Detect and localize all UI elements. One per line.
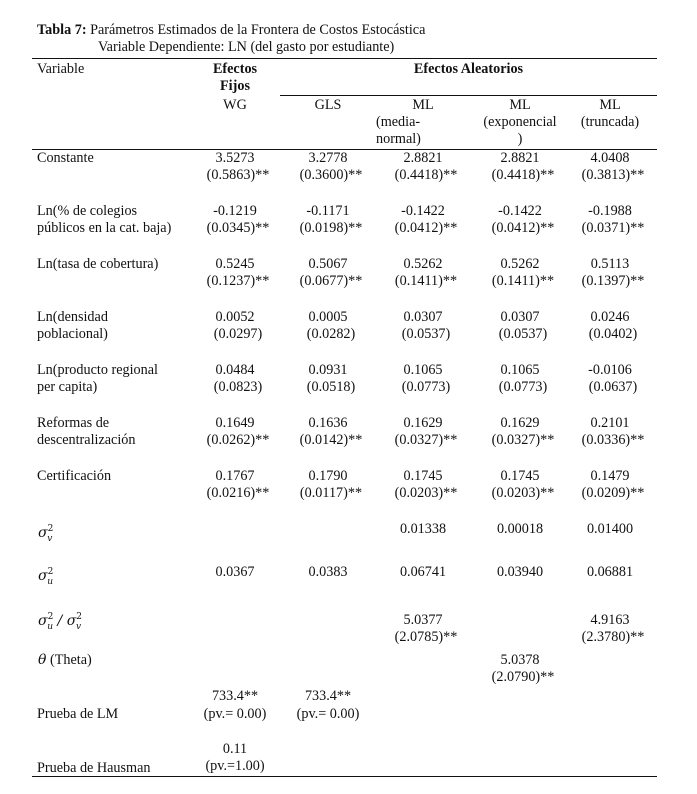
stderr-gls: (0.0142)** (299, 432, 363, 448)
coef-ml-exponential: 0.1065 (500, 362, 540, 378)
theta-ml-exponential: 5.0378 (500, 652, 540, 668)
sigma-v-ml-halfnormal: 0.01338 (399, 521, 447, 537)
stderr-ml-truncated: (0.0336)** (581, 432, 645, 448)
stderr-wg: (0.1237)** (206, 273, 270, 289)
sigma-v-ml-exponential: 0.00018 (496, 521, 544, 537)
stderr-ml-truncated: (0.1397)** (581, 273, 645, 289)
stderr-ml-halfnormal: (0.0327)** (394, 432, 458, 448)
coef-ml-truncated: 0.5113 (590, 256, 630, 272)
table-label: Tabla 7: (37, 22, 87, 38)
stderr-gls: (0.0282) (306, 326, 356, 342)
row-label: Ln(densidad (37, 309, 108, 325)
row-label-line2: públicos en la cat. baja) (37, 220, 172, 236)
row-label: Ln(tasa de cobertura) (37, 256, 159, 272)
stderr-wg: (0.5863)** (206, 167, 270, 183)
table-subtitle: Variable Dependiente: LN (del gasto por estudiante) (98, 39, 395, 55)
stderr-ml-halfnormal: (0.0412)** (394, 220, 458, 236)
coef-gls: 0.0005 (308, 309, 348, 325)
table-caption (37, 22, 426, 55)
col-header-wg: WG (223, 97, 247, 113)
header-random-effects: Efectos Aleatorios (413, 61, 524, 77)
col-header-ml-halfnormal: ML (412, 97, 434, 113)
stderr-ml-truncated: (0.0209)** (581, 485, 645, 501)
stderr-ml-halfnormal: (0.0773) (401, 379, 451, 395)
stderr-ml-exponential: (0.0203)** (491, 485, 555, 501)
coef-ml-halfnormal: -0.1422 (401, 203, 445, 219)
lm-pvalue-wg: (pv.= 0.00) (203, 706, 267, 722)
coef-gls: 0.1790 (308, 468, 348, 484)
coef-ml-exponential: -0.1422 (498, 203, 542, 219)
lm-stat-gls: 733.4** (304, 688, 352, 704)
coef-ml-truncated: -0.0106 (588, 362, 632, 378)
sigma-u-gls: 0.0383 (308, 564, 348, 580)
coef-wg: 0.1767 (215, 468, 255, 484)
header-fixed-effects-line1: Efectos (212, 61, 258, 77)
stderr-wg: (0.0297) (213, 326, 263, 342)
top-rule (32, 58, 657, 59)
col-header-ml-exponential-sub2: ) (517, 131, 523, 147)
stderr-wg: (0.0345)** (206, 220, 270, 236)
coef-wg: 0.0484 (215, 362, 255, 378)
stderr-wg: (0.0216)** (206, 485, 270, 501)
hausman-test-label: Prueba de Hausman (37, 760, 151, 776)
coef-wg: 0.5245 (215, 256, 255, 272)
stderr-ml-truncated: (0.3813)** (581, 167, 645, 183)
stderr-ml-halfnormal: (0.4418)** (394, 167, 458, 183)
coef-gls: 0.1636 (308, 415, 348, 431)
coef-ml-halfnormal: 0.1745 (403, 468, 443, 484)
hausman-pvalue-wg: (pv.=1.00) (205, 758, 265, 774)
col-header-ml-exponential-sub1: (exponencial (483, 114, 557, 130)
stderr-ml-truncated: (0.0371)** (581, 220, 645, 236)
stderr-ml-exponential: (0.0327)** (491, 432, 555, 448)
header-variable: Variable (37, 61, 85, 77)
coef-wg: -0.1219 (213, 203, 257, 219)
ratio-stderr-ml-truncated: (2.3780)** (581, 629, 645, 645)
stderr-ml-exponential: (0.4418)** (491, 167, 555, 183)
coef-ml-truncated: -0.1988 (588, 203, 632, 219)
coef-ml-halfnormal: 0.0307 (403, 309, 443, 325)
ratio-ml-truncated: 4.9163 (590, 612, 630, 628)
row-label: Ln(% de colegios (37, 203, 138, 219)
stderr-ml-exponential: (0.0537) (498, 326, 548, 342)
stderr-gls: (0.3600)** (299, 167, 363, 183)
row-label: Constante (37, 150, 94, 166)
stderr-ml-truncated: (0.0637) (588, 379, 638, 395)
coef-ml-exponential: 0.0307 (500, 309, 540, 325)
stderr-ml-exponential: (0.0773) (498, 379, 548, 395)
ratio-stderr-ml-halfnormal: (2.0785)** (394, 629, 458, 645)
coef-gls: 0.0931 (308, 362, 348, 378)
header-fixed-effects-line2: Fijos (220, 78, 250, 94)
theta-label: θ (Theta) (38, 652, 92, 668)
coef-ml-exponential: 2.8821 (500, 150, 540, 166)
stderr-gls: (0.0518) (306, 379, 356, 395)
sigma-u-ml-exponential: 0.03940 (496, 564, 544, 580)
col-header-ml-halfnormal-sub1: (media- (376, 114, 421, 130)
coef-wg: 3.5273 (215, 150, 255, 166)
lm-stat-wg: 733.4** (211, 688, 259, 704)
lm-pvalue-gls: (pv.= 0.00) (296, 706, 360, 722)
coef-wg: 0.0052 (215, 309, 255, 325)
sigma-u-squared-label: $\sigma^2_u$ (38, 567, 54, 587)
col-header-gls: GLS (314, 97, 342, 113)
sigma-u-ml-halfnormal: 0.06741 (399, 564, 447, 580)
col-header-ml-truncated: ML (599, 97, 621, 113)
coef-ml-exponential: 0.1629 (500, 415, 540, 431)
row-label: Certificación (37, 468, 112, 484)
coef-gls: 0.5067 (308, 256, 348, 272)
sigma-v-squared-label: $\sigma^2_v$ (38, 524, 54, 544)
coef-ml-halfnormal: 0.5262 (403, 256, 443, 272)
stderr-ml-exponential: (0.1411)** (491, 273, 555, 289)
col-header-ml-truncated-sub1: (truncada) (580, 114, 640, 130)
hausman-stat-wg: 0.11 (222, 741, 248, 757)
sigma-u-ml-truncated: 0.06881 (586, 564, 634, 580)
stderr-wg: (0.0823) (213, 379, 263, 395)
theta-stderr-ml-exponential: (2.0790)** (491, 669, 555, 685)
row-label-line2: poblacional) (37, 326, 108, 342)
random-effects-rule (280, 95, 657, 96)
row-label-line2: per capita) (37, 379, 98, 395)
theta-symbol: θ (38, 652, 47, 668)
row-label: Ln(producto regional (37, 362, 158, 378)
coef-ml-truncated: 0.2101 (590, 415, 630, 431)
coef-gls: -0.1171 (306, 203, 350, 219)
stderr-gls: (0.0198)** (299, 220, 363, 236)
lm-test-label: Prueba de LM (37, 706, 119, 722)
col-header-ml-halfnormal-sub2: normal) (376, 131, 421, 147)
ratio-ml-halfnormal: 5.0377 (403, 612, 443, 628)
sigma-v-ml-truncated: 0.01400 (586, 521, 634, 537)
coef-ml-exponential: 0.1745 (500, 468, 540, 484)
coef-gls: 3.2778 (308, 150, 348, 166)
stderr-wg: (0.0262)** (206, 432, 270, 448)
row-label-line2: descentralización (37, 432, 136, 448)
coef-wg: 0.1649 (215, 415, 255, 431)
stderr-gls: (0.0677)** (299, 273, 363, 289)
stderr-gls: (0.0117)** (299, 485, 363, 501)
coef-ml-halfnormal: 0.1065 (403, 362, 443, 378)
stderr-ml-halfnormal: (0.0203)** (394, 485, 458, 501)
table-title: Parámetros Estimados de la Frontera de Costos Estocástica (90, 22, 426, 38)
row-label: Reformas de (37, 415, 110, 431)
coef-ml-halfnormal: 2.8821 (403, 150, 443, 166)
sigma-ratio-label: $\sigma^2_u / \sigma^2_v$ (38, 612, 83, 632)
stderr-ml-exponential: (0.0412)** (491, 220, 555, 236)
stderr-ml-halfnormal: (0.0537) (401, 326, 451, 342)
coef-ml-halfnormal: 0.1629 (403, 415, 443, 431)
coef-ml-truncated: 0.0246 (590, 309, 630, 325)
stderr-ml-halfnormal: (0.1411)** (394, 273, 458, 289)
sigma-u-wg: 0.0367 (215, 564, 255, 580)
coef-ml-exponential: 0.5262 (500, 256, 540, 272)
coef-ml-truncated: 4.0408 (590, 150, 630, 166)
stderr-ml-truncated: (0.0402) (588, 326, 638, 342)
col-header-ml-exponential: ML (509, 97, 531, 113)
coef-ml-truncated: 0.1479 (590, 468, 630, 484)
